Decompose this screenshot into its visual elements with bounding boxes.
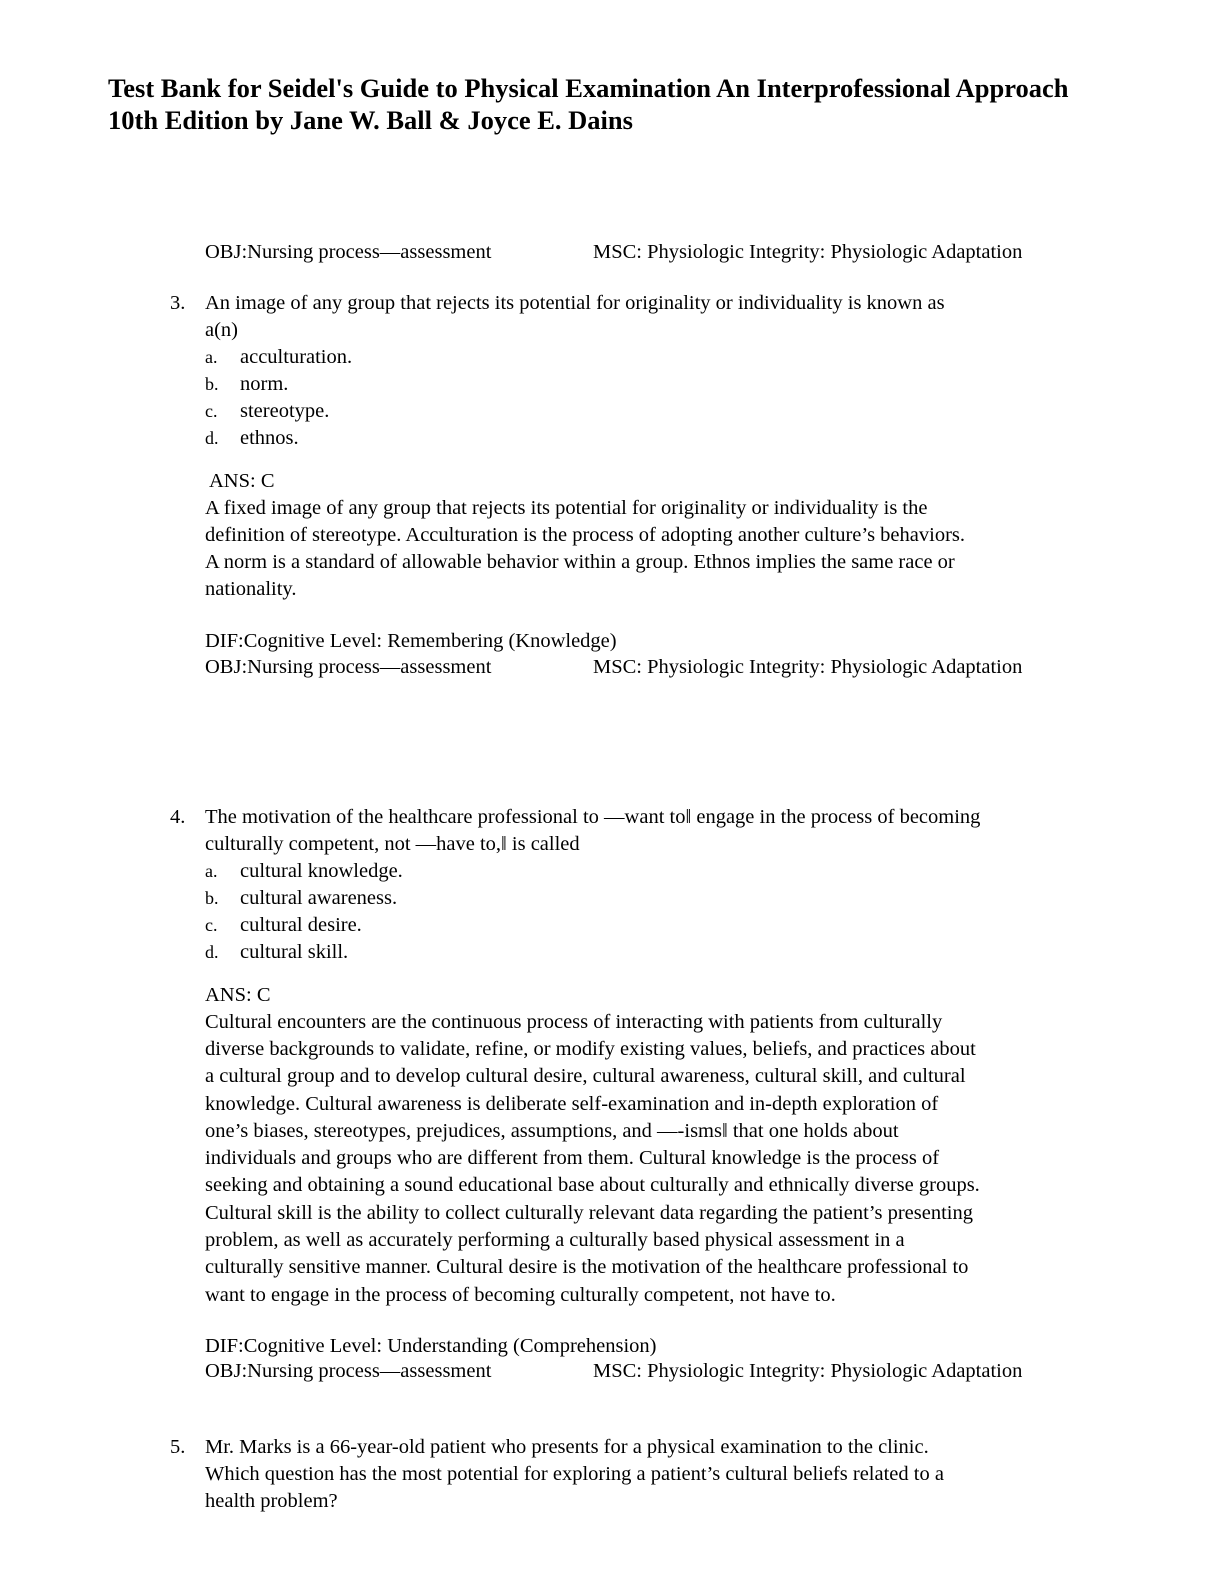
rationale-line: definition of stereotype. Acculturation is the process of adopting another culture’s behaviors. <box>205 524 966 546</box>
option-text: stereotype. <box>240 400 330 422</box>
rationale-line: seeking and obtaining a sound educational base about culturally and ethnically diverse groups. <box>205 1174 980 1196</box>
rationale-line: diverse backgrounds to validate, refine, or modify existing values, beliefs, and practices about <box>205 1038 976 1060</box>
prev-meta-row <box>205 239 1105 266</box>
option-text: acculturation. <box>240 346 353 368</box>
meta-row <box>205 654 1105 681</box>
rationale-line: Cultural encounters are the continuous process of interacting with patients from culturally <box>205 1011 943 1033</box>
meta-row <box>205 1358 1105 1385</box>
rationale-line: knowledge. Cultural awareness is deliberate self-examination and in-depth exploration of <box>205 1093 939 1115</box>
question-stem-line: An image of any group that rejects its potential for originality or individuality is known as <box>205 292 945 314</box>
question-stem-line: The motivation of the healthcare professional to ―want to‖ engage in the process of becoming <box>205 806 981 828</box>
option-letter: a. <box>205 861 218 881</box>
page-title-line-2: 10th Edition by Jane W. Ball & Joyce E. Dains <box>108 105 633 135</box>
rationale-line: A norm is a standard of allowable behavior within a group. Ethnos implies the same race or <box>205 551 955 573</box>
question-stem-line: Which question has the most potential for exploring a patient’s cultural beliefs related to a <box>205 1463 944 1485</box>
question-stem-line: Mr. Marks is a 66-year-old patient who presents for a physical examination to the clinic. <box>205 1436 929 1458</box>
rationale-line: A fixed image of any group that rejects its potential for originality or individuality is the <box>205 497 928 519</box>
question-number: 5. <box>170 1436 186 1458</box>
rationale-line: a cultural group and to develop cultural desire, cultural awareness, cultural skill, and cultural <box>205 1065 966 1087</box>
obj-label: OBJ:Nursing process—assessment <box>205 241 492 263</box>
rationale-line: want to engage in the process of becoming culturally competent, not have to. <box>205 1284 836 1306</box>
option-letter: a. <box>205 347 218 367</box>
option-letter: b. <box>205 374 219 394</box>
question-number: 4. <box>170 806 186 828</box>
msc-label: MSC: Physiologic Integrity: Physiologic Adaptation <box>593 1360 1023 1382</box>
option-text: cultural skill. <box>240 941 349 963</box>
option-text: cultural awareness. <box>240 887 398 909</box>
msc-label: MSC: Physiologic Integrity: Physiologic Adaptation <box>593 656 1023 678</box>
option-text: ethnos. <box>240 427 299 449</box>
question-stem-line: health problem? <box>205 1490 338 1512</box>
option-letter: d. <box>205 942 219 962</box>
rationale-line: nationality. <box>205 578 297 600</box>
msc-label: MSC: Physiologic Integrity: Physiologic Adaptation <box>593 241 1023 263</box>
question-number: 3. <box>170 292 186 314</box>
option-letter: b. <box>205 888 219 908</box>
rationale-line: individuals and groups who are different from them. Cultural knowledge is the process of <box>205 1147 940 1169</box>
page-title <box>108 72 1168 136</box>
rationale-line: problem, as well as accurately performing a culturally based physical assessment in a <box>205 1229 905 1251</box>
answer-label: ANS: C <box>205 984 271 1006</box>
option-text: cultural desire. <box>240 914 362 936</box>
answer-label: ANS: C <box>209 470 275 492</box>
rationale-line: Cultural skill is the ability to collect culturally relevant data regarding the patient’s presenting <box>205 1202 973 1224</box>
obj-label: OBJ:Nursing process—assessment <box>205 656 492 678</box>
option-letter: d. <box>205 428 219 448</box>
rationale-line: one’s biases, stereotypes, prejudices, assumptions, and ―-isms‖ that one holds about <box>205 1120 899 1142</box>
dif-label: DIF:Cognitive Level: Remembering (Knowledge) <box>205 630 617 652</box>
question-stem-line: a(n) <box>205 319 239 341</box>
rationale-line: culturally sensitive manner. Cultural desire is the motivation of the healthcare professional to <box>205 1256 969 1278</box>
obj-label: OBJ:Nursing process—assessment <box>205 1360 492 1382</box>
option-letter: c. <box>205 915 218 935</box>
option-text: cultural knowledge. <box>240 860 403 882</box>
page-title-line-1: Test Bank for Seidel's Guide to Physical Examination An Interprofessional Approach <box>108 73 1069 103</box>
option-letter: c. <box>205 401 218 421</box>
dif-label: DIF:Cognitive Level: Understanding (Comprehension) <box>205 1335 657 1357</box>
question-stem-line: culturally competent, not ―have to,‖ is called <box>205 833 580 855</box>
option-text: norm. <box>240 373 289 395</box>
